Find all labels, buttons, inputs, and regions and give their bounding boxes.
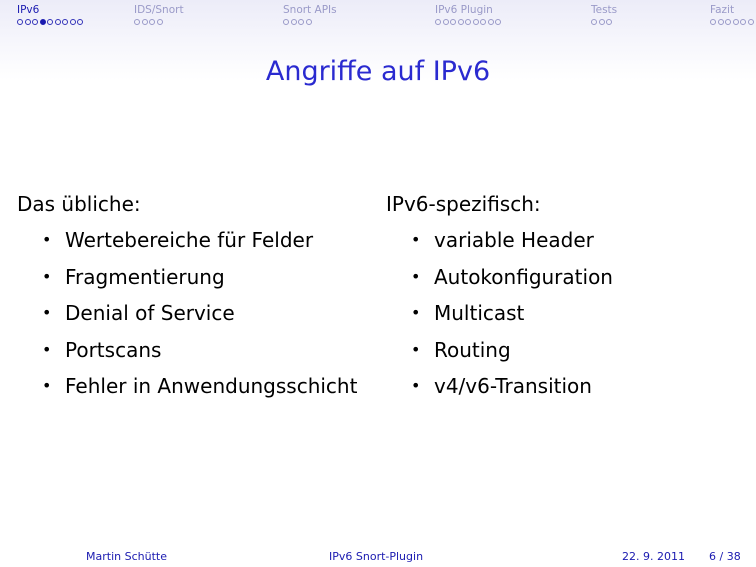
nav-dot[interactable] <box>591 19 597 25</box>
nav-dot[interactable] <box>718 19 724 25</box>
nav-dot[interactable] <box>283 19 289 25</box>
footer-page-number: 6 / 38 <box>709 550 741 563</box>
nav-dot[interactable] <box>480 19 486 25</box>
list-item: • Wertebereiche für Felder <box>17 222 357 259</box>
right-column <box>386 190 613 405</box>
nav-dot[interactable] <box>25 19 31 25</box>
right-list <box>386 222 613 405</box>
nav-dot[interactable] <box>725 19 731 25</box>
footer <box>0 545 756 567</box>
nav-dots <box>710 19 754 25</box>
list-item: • Fragmentierung <box>17 259 357 296</box>
nav-dot[interactable] <box>142 19 148 25</box>
list-item: • Denial of Service <box>17 295 357 332</box>
nav-dot[interactable] <box>488 19 494 25</box>
footer-title: IPv6 Snort-Plugin <box>329 550 424 563</box>
nav-dot-current[interactable] <box>40 19 46 25</box>
nav-dots <box>591 19 617 25</box>
nav-dot[interactable] <box>62 19 68 25</box>
nav-section-snort-apis[interactable] <box>283 4 337 25</box>
nav-section-label[interactable]: IPv6 <box>17 4 40 16</box>
list-item: • Portscans <box>17 332 357 369</box>
nav-dot[interactable] <box>733 19 739 25</box>
nav-dot[interactable] <box>458 19 464 25</box>
nav-dot[interactable] <box>32 19 38 25</box>
nav-dots <box>283 19 337 25</box>
nav-section-label[interactable]: Snort APIs <box>283 4 337 16</box>
nav-dot[interactable] <box>306 19 312 25</box>
nav-dot[interactable] <box>47 19 53 25</box>
nav-dot[interactable] <box>443 19 449 25</box>
left-column <box>17 190 357 405</box>
nav-section-label[interactable]: Tests <box>591 4 618 16</box>
nav-dot[interactable] <box>465 19 471 25</box>
left-column-heading: Das übliche: <box>17 192 141 216</box>
right-column-heading: IPv6-spezifisch: <box>386 192 541 216</box>
nav-dot[interactable] <box>149 19 155 25</box>
nav-dot[interactable] <box>748 19 754 25</box>
list-item: • Routing <box>386 332 613 369</box>
nav-section-label[interactable]: IDS/Snort <box>134 4 184 16</box>
nav-section-ids-snort[interactable] <box>134 4 184 25</box>
nav-dot[interactable] <box>740 19 746 25</box>
nav-dots <box>134 19 184 25</box>
nav-dot[interactable] <box>606 19 612 25</box>
nav-dot[interactable] <box>70 19 76 25</box>
nav-dot[interactable] <box>473 19 479 25</box>
nav-dot[interactable] <box>710 19 716 25</box>
list-item: • variable Header <box>386 222 613 259</box>
nav-dot[interactable] <box>298 19 304 25</box>
nav-dot[interactable] <box>435 19 441 25</box>
list-item: • Fehler in Anwendungsschicht <box>17 368 357 405</box>
footer-author: Martin Schütte <box>86 550 167 563</box>
nav-section-label[interactable]: IPv6 Plugin <box>435 4 493 16</box>
nav-dot[interactable] <box>77 19 83 25</box>
nav-dot[interactable] <box>134 19 140 25</box>
nav-dot[interactable] <box>55 19 61 25</box>
nav-dot[interactable] <box>157 19 163 25</box>
nav-dots <box>17 19 83 25</box>
list-item: • v4/v6-Transition <box>386 368 613 405</box>
nav-dot[interactable] <box>17 19 23 25</box>
nav-section-tests[interactable] <box>591 4 617 25</box>
nav-dots <box>435 19 501 25</box>
list-item: • Autokonfiguration <box>386 259 613 296</box>
left-list <box>17 222 357 405</box>
nav-dot[interactable] <box>599 19 605 25</box>
list-item: • Multicast <box>386 295 613 332</box>
nav-dot[interactable] <box>495 19 501 25</box>
nav-dot[interactable] <box>450 19 456 25</box>
nav-dot[interactable] <box>291 19 297 25</box>
nav-section-label[interactable]: Fazit <box>710 4 735 16</box>
nav-section-ipv6[interactable] <box>17 4 83 25</box>
nav-section-ipv6-plugin[interactable] <box>435 4 501 25</box>
footer-date: 22. 9. 2011 <box>622 550 685 563</box>
nav-section-fazit[interactable] <box>710 4 754 25</box>
slide-title: Angriffe auf IPv6 <box>265 56 491 87</box>
